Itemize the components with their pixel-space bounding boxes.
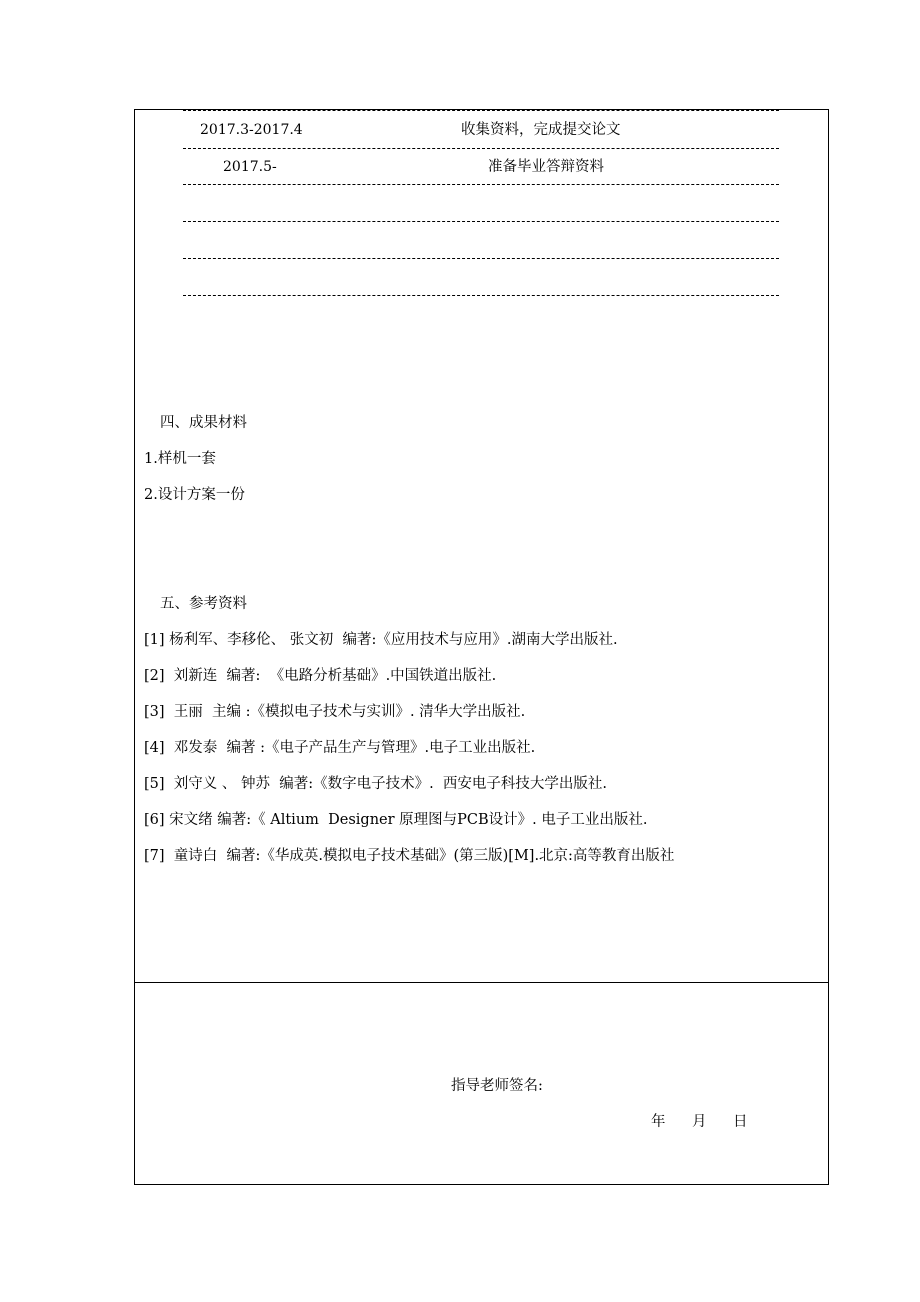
date-year-label: 年 <box>651 1114 666 1130</box>
reference-item: [4] 邓发泰 编著 :《电子产品生产与管理》.电子工业出版社. <box>144 740 536 756</box>
schedule-period: 2017.5- <box>223 159 277 175</box>
dashed-line <box>183 258 779 259</box>
schedule-task: 收集资料，完成提交论文 <box>461 122 621 138</box>
schedule-period: 2017.3-2017.4 <box>200 122 303 138</box>
dashed-line <box>183 184 779 185</box>
reference-item: [3] 王丽 主编 :《模拟电子技术与实训》. 清华大学出版社. <box>144 704 526 720</box>
reference-item: [1] 杨利军、李移伦、 张文初 编著:《应用技术与应用》.湖南大学出版社. <box>144 632 618 648</box>
reference-item: [6] 宋文绪 编著:《 Altium Designer 原理图与PCB设计》. 电子工业出版社. <box>144 812 648 828</box>
advisor-signature-label: 指导老师签名: <box>451 1078 543 1094</box>
dashed-line <box>183 110 779 111</box>
reference-item: [7] 童诗白 编著:《华成英.模拟电子技术基础》(第三版)[M].北京:高等教育出版社 <box>144 848 675 864</box>
section-divider <box>135 982 828 983</box>
date-day-label: 日 <box>733 1114 748 1130</box>
date-month-label: 月 <box>692 1114 707 1130</box>
results-item: 2.设计方案一份 <box>144 487 245 503</box>
reference-item: [5] 刘守义 、 钟苏 编著:《数字电子技术》. 西安电子科技大学出版社. <box>144 776 608 792</box>
dashed-line <box>183 148 779 149</box>
schedule-task: 准备毕业答辩资料 <box>488 159 604 175</box>
section-heading-references: 五、参考资料 <box>160 596 247 612</box>
results-item: 1.样机一套 <box>144 451 216 467</box>
dashed-line <box>183 221 779 222</box>
form-table <box>134 109 829 1185</box>
dashed-line <box>183 295 779 296</box>
section-heading-results: 四、成果材料 <box>160 415 247 431</box>
reference-item: [2] 刘新连 编著: 《电路分析基础》.中国铁道出版社. <box>144 668 497 684</box>
